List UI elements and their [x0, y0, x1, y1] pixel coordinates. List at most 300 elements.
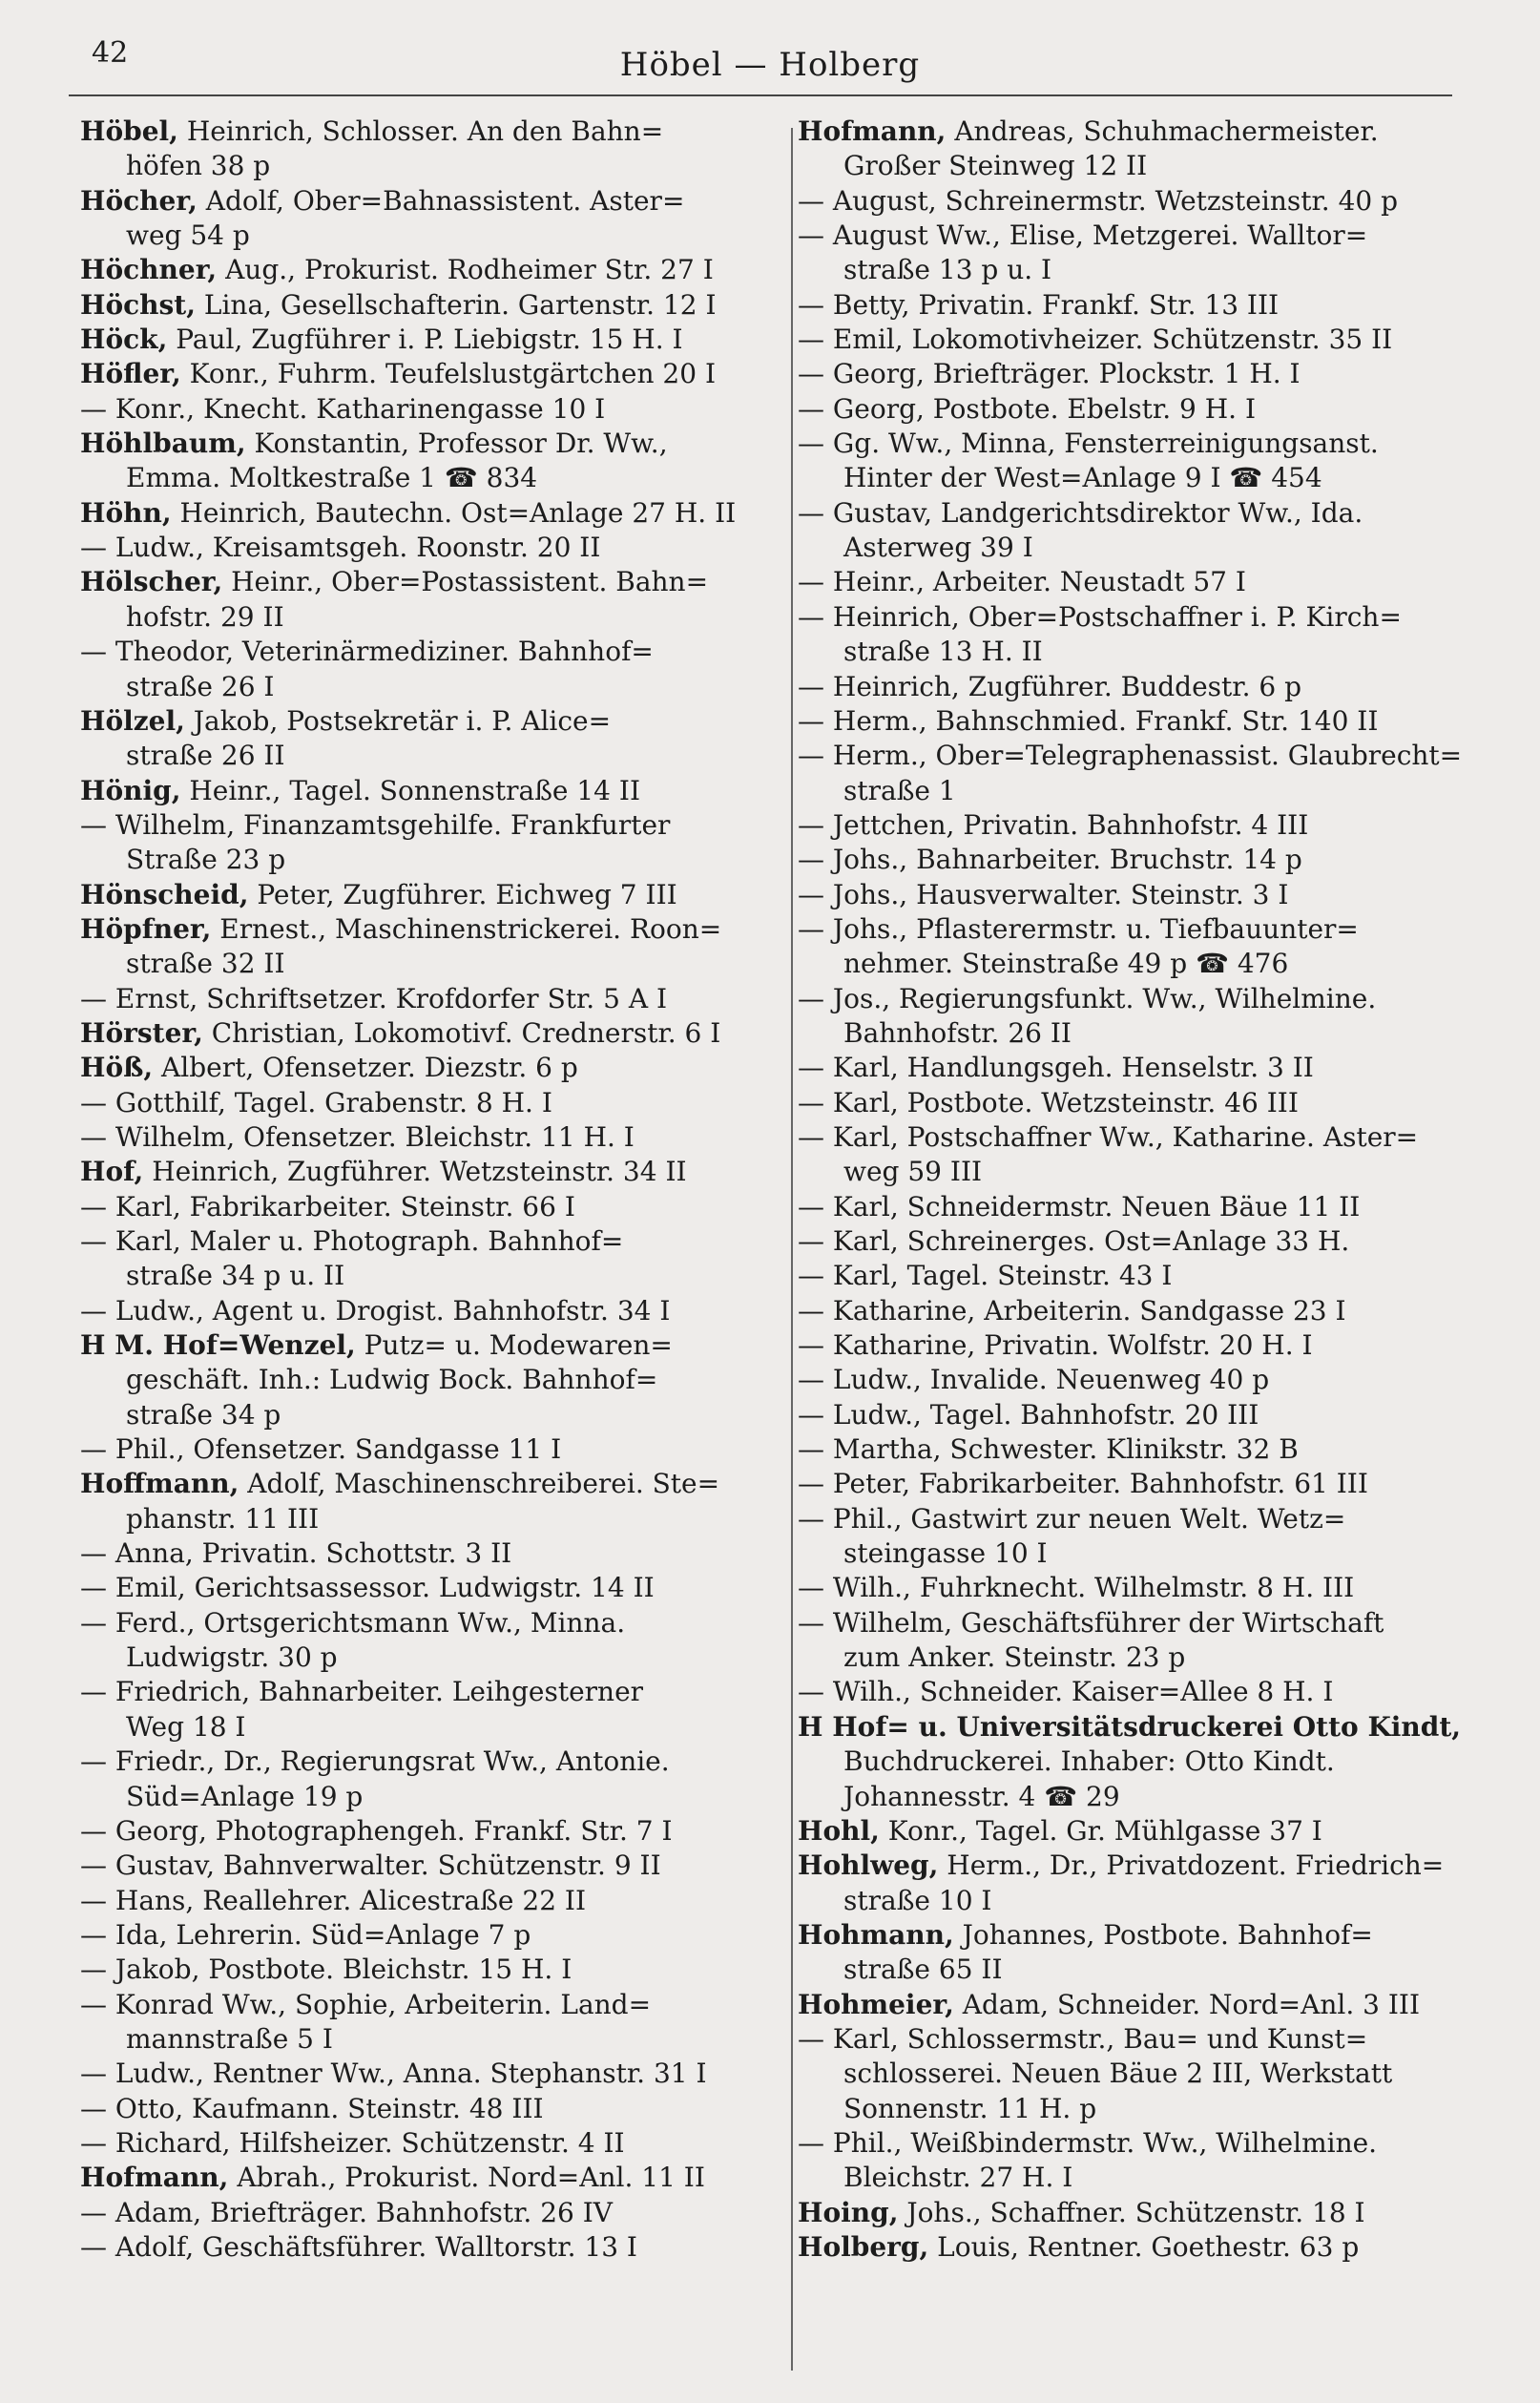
entry-surname: Hoing, — [798, 2196, 899, 2228]
directory-line — [80, 219, 756, 253]
directory-line — [798, 1363, 1475, 1397]
directory-line-text — [843, 253, 1051, 287]
entry-details: weg 54 p — [126, 219, 250, 252]
directory-line-text — [80, 323, 683, 357]
directory-line — [80, 2161, 756, 2195]
directory-line — [798, 982, 1475, 1016]
entry-details: Emma. Moltkestraße 1 ☎ 834 — [126, 462, 538, 494]
directory-line — [80, 1502, 756, 1536]
directory-line — [80, 982, 756, 1016]
entry-details: — Heinrich, Zugführer. Buddestr. 6 p — [798, 670, 1302, 702]
entry-surname: Höbel, — [80, 115, 178, 147]
entry-details: — Ferd., Ortsgerichtsmann Ww., Minna. — [80, 1606, 626, 1639]
directory-line — [798, 1884, 1475, 1918]
directory-line — [80, 1745, 756, 1779]
directory-line — [798, 600, 1475, 635]
entry-surname: Hönig, — [80, 774, 181, 806]
entry-details: — Karl, Fabrikarbeiter. Steinstr. 66 I — [80, 1190, 575, 1222]
directory-line-text — [843, 2161, 1072, 2195]
directory-line — [798, 1918, 1475, 1953]
entry-details: — Jakob, Postbote. Bleichstr. 15 H. I — [80, 1954, 572, 1986]
directory-line-text — [80, 184, 684, 219]
right-column — [798, 115, 1475, 2265]
entry-details: — Friedrich, Bahnarbeiter. Leihgesterner — [80, 1676, 644, 1708]
entry-details: — Georg, Briefträger. Plockstr. 1 H. I — [798, 358, 1301, 390]
directory-line — [798, 427, 1475, 461]
entry-details: — Jos., Regierungsfunkt. Ww., Wilhelmine. — [798, 982, 1377, 1014]
entry-details: Heinr., Tagel. Sonnenstraße 14 II — [180, 774, 641, 806]
entry-details: Straße 23 p — [126, 844, 286, 876]
directory-line — [798, 1155, 1475, 1189]
directory-line-text — [80, 1814, 673, 1849]
directory-line-text — [798, 219, 1367, 253]
directory-line-text — [843, 1780, 1120, 1814]
directory-line-text — [80, 357, 716, 391]
directory-line-text — [126, 947, 285, 981]
entry-details: — Phil., Weißbindermstr. Ww., Wilhelmine. — [798, 2126, 1378, 2159]
left-column — [80, 115, 756, 2265]
entry-details: — Ida, Lehrerin. Süd=Anlage 7 p — [80, 1918, 531, 1951]
directory-line — [798, 635, 1475, 669]
directory-line-text — [843, 461, 1322, 495]
directory-line — [798, 670, 1475, 704]
entry-details: — Otto, Kaufmann. Steinstr. 48 III — [80, 2092, 544, 2124]
directory-line-text — [126, 2022, 333, 2057]
directory-line-text — [126, 1363, 657, 1397]
entry-surname: Höfler, — [80, 358, 181, 390]
entry-details: — Herm., Bahnschmied. Frankf. Str. 140 II — [798, 704, 1379, 737]
entry-details: straße 13 p u. I — [843, 254, 1052, 286]
directory-line-text — [798, 2022, 1367, 2057]
entry-details: — Wilh., Schneider. Kaiser=Allee 8 H. I — [798, 1676, 1334, 1708]
entry-details: steingasse 10 I — [843, 1537, 1048, 1570]
entry-details: Ernest., Maschinenstrickerei. Roon= — [211, 912, 722, 945]
directory-line-text — [798, 496, 1363, 531]
directory-line — [80, 184, 756, 219]
directory-line — [80, 1640, 756, 1675]
entry-details: Heinrich, Schlosser. An den Bahn= — [177, 115, 664, 147]
directory-line — [798, 1502, 1475, 1536]
directory-line-text — [80, 1571, 655, 1605]
entry-details: straße 34 p — [126, 1398, 281, 1431]
directory-line — [798, 1640, 1475, 1675]
directory-line-text — [843, 774, 956, 808]
directory-line-text — [798, 1606, 1384, 1640]
directory-line — [798, 1190, 1475, 1224]
entry-details: höfen 38 p — [126, 150, 271, 182]
entry-details: — Johs., Pflasterermstr. u. Tiefbauunter= — [798, 912, 1359, 945]
entry-details: — Gustav, Landgerichtsdirektor Ww., Ida. — [798, 496, 1363, 529]
directory-line-text — [843, 1016, 1072, 1051]
entry-surname: Hohlweg, — [798, 1849, 939, 1882]
directory-line — [798, 323, 1475, 357]
directory-line — [80, 1918, 756, 1953]
directory-line — [798, 947, 1475, 981]
directory-line — [798, 1606, 1475, 1640]
directory-line-text — [80, 1675, 643, 1709]
entry-details: Adolf, Ober=Bahnassistent. Aster= — [197, 184, 685, 217]
directory-line-text — [798, 1328, 1313, 1363]
entry-details: — Ludw., Kreisamtsgeh. Roonstr. 20 II — [80, 532, 601, 564]
entry-details: straße 32 II — [126, 948, 285, 980]
directory-line-text — [843, 1953, 1003, 1987]
directory-line-text — [798, 115, 1379, 149]
entry-details: zum Anker. Steinstr. 23 p — [843, 1641, 1186, 1674]
entry-details: — Ludw., Agent u. Drogist. Bahnhofstr. 34 I — [80, 1294, 671, 1327]
entry-details: — Gg. Ww., Minna, Fensterreinigungsanst. — [798, 428, 1379, 460]
entry-details: straße 65 II — [843, 1954, 1003, 1986]
directory-line — [80, 1294, 756, 1328]
directory-line — [80, 1710, 756, 1745]
entry-details: — Karl, Postschaffner Ww., Katharine. Aster= — [798, 1120, 1419, 1153]
directory-line-text — [80, 531, 600, 565]
entry-details: Konstantin, Professor Dr. Ww., — [245, 428, 668, 460]
entry-details: Andreas, Schuhmachermeister. — [946, 115, 1379, 147]
entry-details: Adolf, Maschinenschreiberei. Ste= — [239, 1468, 720, 1500]
entry-details: — Gustav, Bahnverwalter. Schützenstr. 9 II — [80, 1849, 661, 1882]
entry-details: — Katharine, Arbeiterin. Sandgasse 23 I — [798, 1294, 1346, 1327]
directory-line — [80, 1884, 756, 1918]
entry-surname: Hönscheid, — [80, 878, 249, 910]
entry-details: — Karl, Schneidermstr. Neuen Bäue 11 II — [798, 1190, 1361, 1222]
entry-details: nehmer. Steinstraße 49 p ☎ 476 — [843, 948, 1289, 980]
entry-details: Ludwigstr. 30 p — [126, 1641, 338, 1674]
directory-line — [80, 1953, 756, 1987]
directory-line — [80, 1224, 756, 1259]
directory-line — [798, 1710, 1475, 1745]
directory-line-text — [80, 1745, 670, 1779]
entry-details: Bahnhofstr. 26 II — [843, 1016, 1072, 1049]
directory-line — [80, 843, 756, 877]
entry-details: — Karl, Postbote. Wetzsteinstr. 46 III — [798, 1086, 1299, 1118]
directory-line-text — [80, 1467, 719, 1501]
entry-surname: Holberg, — [798, 2230, 929, 2263]
directory-line — [798, 1467, 1475, 1501]
entry-details: — Johs., Bahnarbeiter. Bruchstr. 14 p — [798, 844, 1302, 876]
directory-line — [80, 1398, 756, 1432]
directory-line — [798, 1259, 1475, 1293]
entry-details: — Konrad Ww., Sophie, Arbeiterin. Land= — [80, 1988, 652, 2020]
directory-line — [80, 1016, 756, 1051]
entry-surname: Höchst, — [80, 288, 196, 321]
entry-details: Putz= u. Modewaren= — [355, 1329, 673, 1362]
directory-line — [80, 774, 756, 808]
entry-details: straße 26 II — [126, 740, 285, 772]
entry-details: — Ludw., Invalide. Neuenweg 40 p — [798, 1364, 1270, 1396]
entry-details: Johannesstr. 4 ☎ 29 — [843, 1780, 1120, 1812]
directory-line-text — [798, 600, 1402, 635]
directory-line — [80, 1780, 756, 1814]
directory-line — [80, 357, 756, 391]
directory-line-text — [843, 2057, 1392, 2091]
directory-line — [798, 531, 1475, 565]
directory-line-text — [798, 1086, 1299, 1120]
directory-line-text — [126, 1502, 319, 1536]
directory-line-text — [798, 565, 1246, 599]
directory-line-text — [798, 982, 1376, 1016]
entry-details: — Heinrich, Ober=Postschaffner i. P. Kirch= — [798, 600, 1402, 633]
directory-line — [798, 219, 1475, 253]
directory-line — [798, 1571, 1475, 1605]
directory-line — [798, 912, 1475, 947]
directory-line — [80, 1051, 756, 1085]
entry-details: — Gotthilf, Tagel. Grabenstr. 8 H. I — [80, 1086, 552, 1118]
entry-surname: Hohmeier, — [798, 1988, 954, 2020]
entry-details: straße 1 — [843, 774, 956, 806]
directory-line — [798, 1224, 1475, 1259]
entry-details: Hinter der West=Anlage 9 I ☎ 454 — [843, 462, 1322, 494]
directory-line-text — [843, 149, 1147, 183]
directory-line-text — [126, 1640, 338, 1675]
directory-line — [798, 1294, 1475, 1328]
directory-line — [80, 739, 756, 773]
directory-line — [798, 461, 1475, 495]
entry-details: — Konr., Knecht. Katharinengasse 10 I — [80, 392, 606, 425]
entry-details: Abrah., Prokurist. Nord=Anl. 11 II — [228, 2162, 705, 2194]
entry-details: — August, Schreinermstr. Wetzsteinstr. 40 p — [798, 184, 1399, 217]
directory-line-text — [798, 843, 1302, 877]
directory-line — [798, 2022, 1475, 2057]
directory-line — [798, 1120, 1475, 1155]
directory-line — [798, 1675, 1475, 1709]
directory-line — [80, 2057, 756, 2091]
directory-line — [80, 1467, 756, 1501]
directory-line-text — [80, 1884, 586, 1918]
directory-line-text — [798, 1294, 1346, 1328]
directory-line-text — [80, 635, 654, 669]
entry-details: — Georg, Photographengeh. Frankf. Str. 7 I — [80, 1814, 673, 1847]
entry-details: Adam, Schneider. Nord=Anl. 3 III — [953, 1988, 1421, 2020]
directory-line — [798, 1780, 1475, 1814]
directory-line-text — [798, 2196, 1365, 2230]
directory-line — [80, 1328, 756, 1363]
entry-surname: Hörster, — [80, 1016, 203, 1049]
directory-line-text — [798, 2230, 1359, 2265]
directory-line-text — [843, 531, 1033, 565]
directory-line-text — [126, 739, 285, 773]
directory-line — [80, 2230, 756, 2265]
directory-line-text — [798, 184, 1398, 219]
directory-line — [80, 1086, 756, 1120]
directory-line — [798, 2092, 1475, 2126]
directory-line-text — [126, 461, 537, 495]
directory-line-text — [126, 600, 284, 635]
directory-line-text — [80, 1536, 511, 1571]
directory-line-text — [798, 1190, 1360, 1224]
directory-line — [80, 1675, 756, 1709]
directory-line — [798, 1086, 1475, 1120]
header-rule — [69, 94, 1452, 96]
directory-line-text — [80, 1606, 625, 1640]
entry-details: straße 13 H. II — [843, 636, 1043, 668]
directory-line-text — [798, 1502, 1345, 1536]
directory-line — [80, 565, 756, 599]
directory-line-text — [80, 912, 721, 947]
directory-line-text — [80, 2092, 544, 2126]
entry-surname: Hohl, — [798, 1814, 880, 1847]
directory-line-text — [80, 1016, 720, 1051]
directory-line — [798, 1745, 1475, 1779]
entry-details: — Adam, Briefträger. Bahnhofstr. 26 IV — [80, 2196, 614, 2228]
entry-details: schlosserei. Neuen Bäue 2 III, Werkstatt — [843, 2058, 1393, 2090]
entry-surname: Höcher, — [80, 184, 198, 217]
running-title: Höbel — Holberg — [619, 46, 921, 84]
entry-details: straße 26 I — [126, 670, 275, 702]
directory-line — [798, 808, 1475, 843]
directory-line-text — [798, 392, 1256, 427]
directory-line-text — [80, 1918, 531, 1953]
directory-line — [80, 635, 756, 669]
directory-line-text — [798, 670, 1301, 704]
directory-line-text — [798, 1363, 1269, 1397]
directory-line — [798, 2230, 1475, 2265]
directory-line — [80, 670, 756, 704]
entry-details: — August Ww., Elise, Metzgerei. Walltor= — [798, 219, 1368, 252]
directory-line — [798, 2057, 1475, 2091]
directory-line-text — [80, 2230, 637, 2265]
directory-line-text — [126, 843, 285, 877]
directory-line — [798, 774, 1475, 808]
directory-line-text — [843, 1884, 991, 1918]
entry-details: weg 59 III — [843, 1156, 983, 1188]
directory-line-text — [80, 1051, 578, 1085]
entry-details: — Jettchen, Privatin. Bahnhofstr. 4 III — [798, 808, 1309, 841]
directory-line-text — [798, 1432, 1299, 1467]
directory-line-text — [80, 878, 677, 912]
entry-details: Bleichstr. 27 H. I — [843, 2162, 1073, 2194]
directory-line-text — [80, 808, 670, 843]
entry-surname: Höhlbaum, — [80, 428, 246, 460]
directory-line-text — [843, 947, 1288, 981]
entry-details: Süd=Anlage 19 p — [126, 1780, 364, 1812]
directory-line-text — [798, 1224, 1349, 1259]
entry-details: — Wilhelm, Geschäftsführer der Wirtschaft — [798, 1606, 1384, 1639]
directory-line-text — [798, 1988, 1420, 2022]
entry-details: hofstr. 29 II — [126, 600, 284, 633]
directory-line-text — [80, 1190, 575, 1224]
directory-line-text — [80, 565, 708, 599]
entry-surname: Höß, — [80, 1052, 154, 1084]
directory-line-text — [80, 1155, 687, 1189]
directory-line-text — [798, 739, 1462, 773]
entry-surname: Höck, — [80, 324, 168, 356]
directory-line-text — [798, 878, 1288, 912]
directory-line — [80, 704, 756, 739]
directory-line — [80, 2092, 756, 2126]
directory-line-text — [80, 982, 667, 1016]
directory-line-text — [798, 1398, 1259, 1432]
directory-line — [80, 1190, 756, 1224]
directory-line-text — [798, 1571, 1354, 1605]
entry-surname: H M. Hof=Wenzel, — [80, 1329, 356, 1362]
directory-line — [798, 704, 1475, 739]
directory-line-text — [80, 2196, 613, 2230]
entry-details: — Heinr., Arbeiter. Neustadt 57 I — [798, 566, 1246, 598]
directory-line-text — [80, 704, 611, 739]
entry-details: — Georg, Postbote. Ebelstr. 9 H. I — [798, 392, 1257, 425]
directory-line-text — [126, 1710, 245, 1745]
directory-line-text — [843, 1536, 1048, 1571]
directory-line-text — [798, 912, 1359, 947]
directory-line-text — [843, 2092, 1096, 2126]
entry-surname: Hofmann, — [80, 2162, 229, 2194]
directory-line — [798, 1953, 1475, 1987]
directory-line-text — [80, 253, 714, 287]
entry-details: — Ernst, Schriftsetzer. Krofdorfer Str. 5 A I — [80, 982, 668, 1014]
directory-line-text — [798, 1849, 1444, 1883]
directory-line-text — [80, 1120, 635, 1155]
entry-details: Sonnenstr. 11 H. p — [843, 2092, 1097, 2124]
entry-surname: Hof, — [80, 1156, 144, 1188]
entry-details: — Hans, Reallehrer. Alicestraße 22 II — [80, 1884, 587, 1916]
directory-line-text — [80, 1328, 673, 1363]
directory-line-text — [80, 427, 668, 461]
directory-line-text — [843, 1640, 1185, 1675]
directory-line — [798, 1016, 1475, 1051]
directory-line — [798, 1536, 1475, 1571]
entry-details: Albert, Ofensetzer. Diezstr. 6 p — [153, 1052, 578, 1084]
directory-line — [798, 843, 1475, 877]
directory-line — [798, 149, 1475, 183]
directory-line — [80, 912, 756, 947]
entry-details: — Martha, Schwester. Klinikstr. 32 B — [798, 1433, 1299, 1466]
directory-line — [80, 323, 756, 357]
entry-details: Buchdruckerei. Inhaber: Otto Kindt. — [843, 1745, 1335, 1778]
directory-line-text — [80, 392, 605, 427]
directory-line-text — [80, 1294, 670, 1328]
directory-line-text — [80, 1953, 572, 1987]
directory-line-text — [80, 2057, 707, 2091]
entry-details: — Johs., Hausverwalter. Steinstr. 3 I — [798, 878, 1289, 910]
directory-line — [80, 1120, 756, 1155]
directory-line — [798, 1814, 1475, 1849]
entry-surname: Hohmann, — [798, 1918, 954, 1951]
directory-line — [798, 392, 1475, 427]
entry-details: Heinrich, Bautechn. Ost=Anlage 27 H. II — [171, 496, 737, 529]
entry-details: — Phil., Ofensetzer. Sandgasse 11 I — [80, 1433, 562, 1466]
directory-line-text — [798, 1467, 1368, 1501]
directory-line-text — [798, 323, 1392, 357]
entry-details: — Karl, Maler u. Photograph. Bahnhof= — [80, 1225, 624, 1257]
entry-surname: Höchner, — [80, 254, 218, 286]
directory-line — [798, 2126, 1475, 2161]
directory-line-text — [80, 1432, 561, 1467]
entry-details: — Emil, Gerichtsassessor. Ludwigstr. 14 II — [80, 1572, 655, 1604]
entry-details: — Anna, Privatin. Schottstr. 3 II — [80, 1537, 512, 1570]
entry-surname: Hölzel, — [80, 704, 185, 737]
entry-details: phanstr. 11 III — [126, 1502, 320, 1535]
directory-line — [80, 115, 756, 149]
directory-line — [798, 739, 1475, 773]
directory-line — [798, 184, 1475, 219]
directory-line — [80, 1814, 756, 1849]
entry-surname: Hofmann, — [798, 115, 947, 147]
entry-details: Weg 18 I — [126, 1710, 246, 1743]
entry-details: — Karl, Schreinerges. Ost=Anlage 33 H. — [798, 1225, 1350, 1257]
directory-line-text — [126, 149, 270, 183]
entry-surname: Hoffmann, — [80, 1468, 239, 1500]
directory-line — [80, 1988, 756, 2022]
entry-details: Heinrich, Zugführer. Wetzsteinstr. 34 II — [143, 1156, 687, 1188]
entry-details: Heinr., Ober=Postassistent. Bahn= — [222, 566, 709, 598]
directory-line — [798, 496, 1475, 531]
directory-line-text — [798, 357, 1301, 391]
directory-line — [80, 1571, 756, 1605]
directory-line — [798, 1849, 1475, 1883]
directory-line — [798, 1988, 1475, 2022]
directory-line — [80, 2022, 756, 2057]
directory-line-text — [798, 1051, 1314, 1085]
